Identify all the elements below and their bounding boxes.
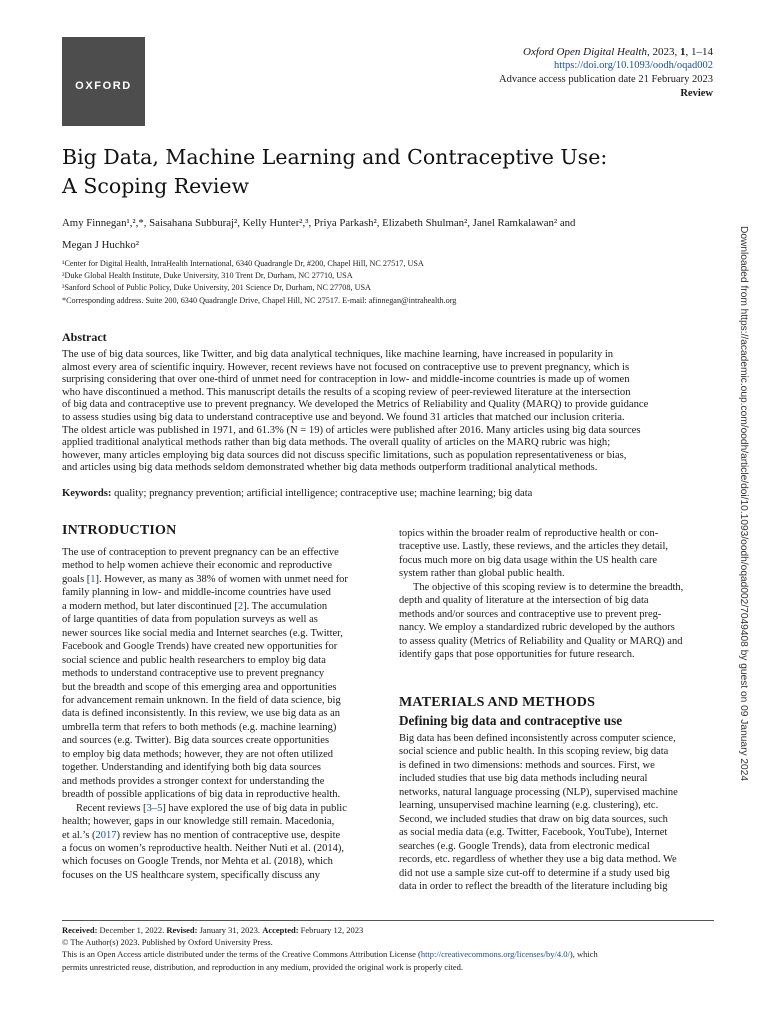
- intro-paragraph-4: [399, 581, 715, 662]
- text-line: system rather than global public health.: [399, 568, 565, 580]
- journal-year: , 2023,: [647, 46, 680, 58]
- article-type: Review: [680, 88, 713, 99]
- received-date: December 1, 2022.: [97, 925, 167, 935]
- methods-column: [399, 732, 715, 893]
- text-line: topics within the broader realm of reproductive health or con-: [399, 528, 659, 539]
- license-line-2: permits unrestricted reuse, distribution, and reproduction in any medium, provided the original work is properly cited.: [62, 961, 464, 972]
- keywords-text: quality; pregnancy prevention; artificial intelligence; contraceptive use; machine learning; big data: [111, 488, 533, 499]
- abstract-line: surprising considering that over one-third of unmet need for contraception in low- and middle-income countries is made up of women: [62, 374, 630, 386]
- text-line: identify gaps that pose opportunities for future research.: [399, 649, 635, 661]
- text-segment: goals [: [62, 573, 91, 585]
- text-line: but the breadth and scope of this emerging area and opportunities: [62, 681, 337, 693]
- text-line: to employ big data methods; however, they are not often utilized: [62, 748, 334, 760]
- text-line: records, etc. regardless of whether they use a big data method. We: [399, 854, 677, 866]
- journal-name: Oxford Open Digital Health: [523, 46, 647, 58]
- title-line: Big Data, Machine Learning and Contraceptive Use:: [62, 145, 608, 169]
- text-segment: ) review has no mention of contraceptive use, despite: [116, 829, 341, 841]
- text-line: breadth of possible applications of big data in reproductive health.: [62, 789, 341, 801]
- keywords: [62, 488, 532, 499]
- received-label: Received:: [62, 925, 98, 935]
- text-line: method to help women achieve their economic and reproductive: [62, 560, 332, 572]
- download-watermark: [737, 226, 751, 826]
- keywords-label: Keywords:: [62, 488, 112, 499]
- abstract-line: who have discontinued a method. This manuscript details the results of a scoping review of peer-reviewed literature at the intersection: [62, 386, 631, 398]
- journal-volume: 1: [680, 46, 686, 58]
- abstract-line: and articles using big data methods seldom demonstrated whether big data methods outperform traditional analytical methods.: [62, 462, 598, 474]
- text-segment: Recent reviews [: [76, 802, 147, 814]
- text-line: traceptive use. Lastly, these reviews, and the articles they detail,: [399, 541, 669, 553]
- text-segment: ]. However, as many as 38% of women with unmet need for: [95, 573, 348, 585]
- footer-divider: [62, 920, 714, 921]
- text-line: which focuses on Google Trends, nor Mehta et al. (2018), which: [62, 856, 333, 868]
- text-line: [62, 573, 378, 586]
- citation-link[interactable]: 3–5: [146, 802, 163, 814]
- corresponding-address: *Corresponding address. Suite 200, 6340 Quadrangle Drive, Chapel Hill, NC 27517. E-mail: afinnegan@intrahealth.org: [62, 295, 457, 305]
- affiliation: ³Sanford School of Public Policy, Duke University, 201 Science Dr, Durham, NC 27708, USA: [62, 283, 371, 293]
- text-segment: a modern method, but later discontinued [: [62, 600, 238, 612]
- text-line: depth and quality of literature at the intersection of big data: [399, 595, 649, 607]
- text-line: included studies that use big data methods including neural: [399, 773, 648, 785]
- accepted-label: Accepted:: [262, 925, 299, 935]
- methods-subheading: Defining big data and contraceptive use: [399, 713, 623, 728]
- accepted-date: February 12, 2023: [298, 925, 364, 935]
- license-link[interactable]: http://creativecommons.org/licenses/by/4.0/: [420, 949, 570, 960]
- citation-link[interactable]: 2: [237, 600, 244, 612]
- text-line: social science and public health researchers to employ big data: [62, 654, 326, 666]
- revised-date: January 31, 2023.: [197, 925, 263, 935]
- introduction-right-column: [399, 527, 715, 662]
- title-line: A Scoping Review: [62, 174, 250, 198]
- abstract-line: almost every area of scientific inquiry. However, recent reviews have not focused on contraceptive use to prevent pregnancy, which is: [62, 361, 630, 373]
- intro-paragraph-2: [62, 802, 378, 883]
- copyright: © The Author(s) 2023. Published by Oxford University Press.: [62, 937, 273, 948]
- download-watermark-text: Downloaded from https://academic.oup.com/oodh/article/doi/10.1093/oodh/oqad002/7049408 by guest on 09 January 2024: [738, 226, 749, 782]
- text-line: as social media data (e.g. Twitter, Facebook, YouTube), Internet: [399, 827, 668, 839]
- author-line: Megan J Huchko²: [62, 239, 140, 251]
- text-line: [62, 802, 378, 815]
- text-line: learning, unsupervised machine learning (e.g. clustering), etc.: [399, 800, 659, 812]
- text-line: data is defined inconsistently. In this review, we use big data as an: [62, 708, 340, 720]
- affiliation: ¹Center for Digital Health, IntraHealth International, 6340 Quadrangle Dr, #200, Chapel Hill, NC 27517, USA: [62, 259, 424, 268]
- introduction-heading: INTRODUCTION: [62, 523, 177, 538]
- intro-paragraph-1: [62, 546, 378, 802]
- text-line: Facebook and Google Trends) have created new opportunities for: [62, 641, 338, 653]
- text-line: together. Understanding and identifying both big data sources: [62, 762, 321, 774]
- text-line: focuses on the US healthcare system, specifically discuss any: [62, 869, 321, 881]
- affiliation: ²Duke Global Health Institute, Duke University, 310 Trent Dr, Durham, NC 27710, USA: [62, 271, 353, 281]
- text-line: umbrella term that refers to both methods (e.g. machine learning): [62, 721, 337, 733]
- oxford-logo: [62, 37, 145, 126]
- text-line: nancy. We employ a standardized rubric developed by the authors: [399, 622, 675, 634]
- text-line: newer sources like social media and Internet searches (e.g. Twitter,: [62, 627, 343, 639]
- abstract-heading: Abstract: [62, 330, 107, 344]
- text-line: and methods provides a stronger context for understanding the: [62, 775, 325, 787]
- citation-link[interactable]: 2017: [95, 829, 117, 841]
- text-segment: ] have explored the use of big data in public: [162, 802, 347, 814]
- article-title: [62, 143, 702, 201]
- author-line: Amy Finnegan¹,²,*, Saisahana Subburaj², Kelly Hunter²,³, Priya Parkash², Elizabeth Shulman², Janel Ramkalawan² and: [62, 217, 576, 229]
- abstract-line: The oldest article was published in 1971, and 61.3% (N = 19) of articles were published after 2016. Many articles using big data sources: [62, 424, 641, 436]
- text-line: of large quantities of data from population surveys as well as: [62, 614, 318, 626]
- abstract-body: [62, 349, 714, 475]
- text-line: a focus on women’s reproductive health. Neither Nuti et al. (2014),: [62, 842, 344, 854]
- journal-pages: , 1–14: [685, 46, 713, 58]
- text-line: searches (e.g. Google Trends), data from electronic medical: [399, 840, 650, 852]
- text-line: Big data has been defined inconsistently across computer science,: [399, 733, 676, 744]
- journal-meta: [499, 45, 713, 101]
- text-line: is defined in two dimensions: methods and sources. First, we: [399, 759, 655, 771]
- license-text: This is an Open Access article distributed under the terms of the Creative Commons Attribution License (: [62, 949, 421, 960]
- text-line: methods and/or sources and contraceptive use to prevent preg-: [399, 608, 662, 620]
- abstract-line: however, many articles employing big data sources did not discuss specific limitations, such as population representativeness or bias,: [62, 449, 627, 461]
- text-segment: ]. The accumulation: [243, 600, 328, 612]
- history-dates: [62, 924, 714, 936]
- text-line: Second, we included studies that draw on big data sources, such: [399, 813, 668, 825]
- abstract-line: to assess studies using big data to understand contraceptive use and beyond. We found 31 articles that matched our inclusion criteria.: [62, 411, 625, 423]
- text-line: networks, natural language processing (NLP), supervised machine: [399, 786, 678, 798]
- license-line: [62, 948, 714, 960]
- abstract-line: applied traditional analytical methods rather than big data methods. The overall quality of articles on the MARQ rubric was high;: [62, 437, 611, 449]
- text-line: family planning in low- and middle-income countries have used: [62, 587, 331, 599]
- text-line: and sources (e.g. Twitter). Big data sources create opportunities: [62, 735, 330, 747]
- methods-paragraph: [399, 732, 715, 893]
- citation-link[interactable]: 1: [90, 573, 96, 585]
- logo-text: OXFORD: [75, 80, 132, 92]
- text-line: [62, 600, 378, 613]
- introduction-left-column: [62, 546, 378, 882]
- affiliations: [62, 258, 712, 307]
- text-line: [62, 829, 378, 842]
- text-line: methods to understand contraceptive use to prevent pregnancy: [62, 668, 325, 680]
- text-line: health; however, gaps in our knowledge still remain. Macedonia,: [62, 816, 335, 828]
- abstract-line: The use of big data sources, like Twitter, and big data analytical techniques, like machine learning, have increased in popularity in: [62, 349, 614, 360]
- article-footer: [62, 924, 714, 973]
- abstract-line: of big data and contraceptive use to prevent pregnancy. We developed the Metrics of Reliability and Quality (MARQ) to provide guidance: [62, 399, 649, 411]
- author-list: [62, 212, 712, 256]
- doi-link[interactable]: https://doi.org/10.1093/oodh/oqad002: [553, 60, 713, 71]
- text-line: did not use a sample size cut-off to determine if a study used big: [399, 867, 670, 879]
- text-line: focus much more on big data usage within the US health care: [399, 554, 658, 566]
- text-line: to assess quality (Metrics of Reliability and Quality or MARQ) and: [399, 635, 683, 647]
- text-line: The objective of this scoping review is to determine the breadth,: [413, 581, 684, 593]
- revised-label: Revised:: [166, 925, 198, 935]
- text-line: The use of contraception to prevent pregnancy can be an effective: [62, 547, 339, 558]
- text-line: for advancement remain unknown. In the field of data science, big: [62, 694, 341, 706]
- advance-access-date: Advance access publication date 21 February 2023: [498, 74, 713, 85]
- journal-citation: [499, 45, 713, 59]
- text-line: social science and public health. In this scoping review, big data: [399, 746, 669, 758]
- license-text-end: ), which: [569, 949, 598, 960]
- text-segment: et al.’s (: [62, 829, 96, 841]
- text-line: data in order to reflect the breadth of the literature including big: [399, 880, 668, 892]
- intro-paragraph-3: [399, 527, 715, 581]
- methods-heading: MATERIALS AND METHODS: [399, 695, 596, 710]
